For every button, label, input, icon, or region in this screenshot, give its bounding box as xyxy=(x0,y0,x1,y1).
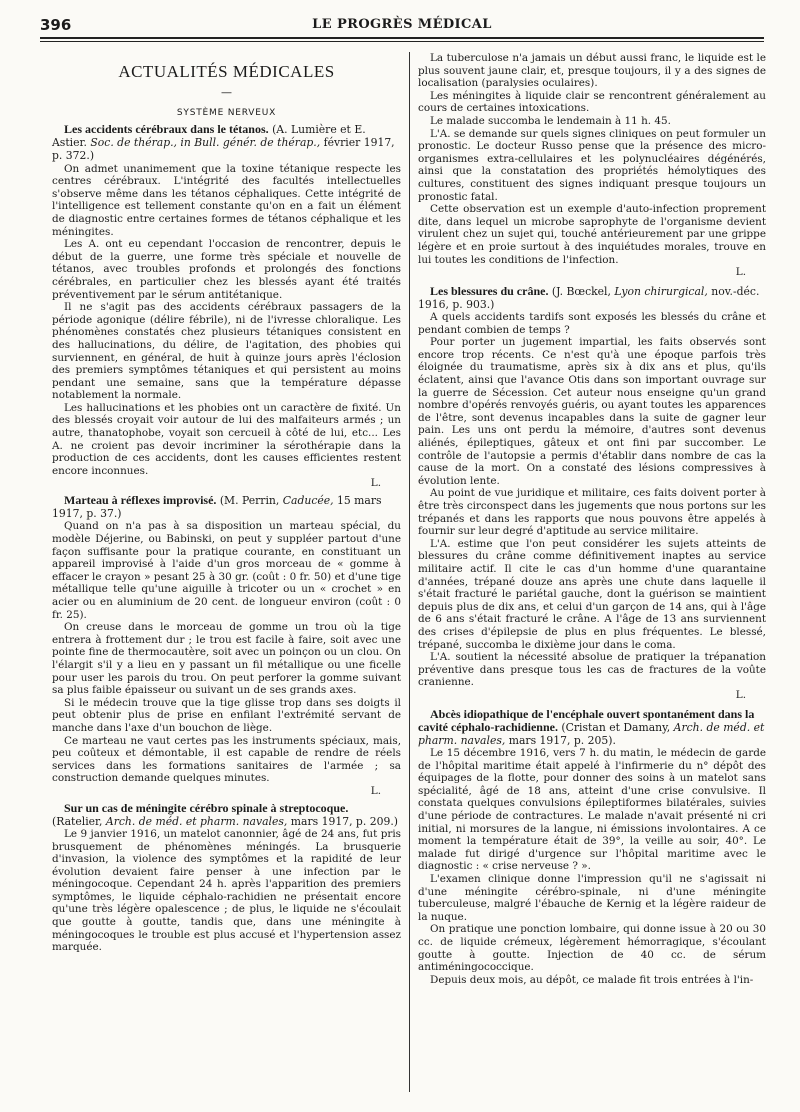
article-signature: L. xyxy=(735,266,746,279)
article-signature: L. xyxy=(370,784,381,797)
article-source: Arch. de méd. et pharm. navales, xyxy=(418,720,765,747)
article-signature: L. xyxy=(735,688,746,701)
article-signature: L. xyxy=(370,477,381,490)
page-header xyxy=(40,16,764,36)
article-abces xyxy=(418,708,766,987)
article-source: Lyon chirurgical, xyxy=(614,284,708,298)
paragraph: On admet unanimement que la toxine tétanique respecte les centres cérébraux. L'intégrité des facultés intellectuelles s'observe même dans les tétanos céphaliques. Cette intégrité de l'intelligence est tellement constante qu'on en a fait un élément de diagnostic entre certaines formes de tétanos céphalique et les méningites. xyxy=(52,162,401,238)
paragraph: L'A. soutient la nécessité absolue de pratiquer la trépanation préventive dans presque tous les cas de fractures de la voûte cranienne. xyxy=(418,651,766,689)
article-meningite xyxy=(52,802,401,954)
right-column xyxy=(418,52,766,986)
article-marteau xyxy=(52,494,401,797)
paragraph: Il ne s'agit pas des accidents cérébraux passagers de la période agonique (délire fébrile), ni de l'ivresse chloralique. Les phénomènes constatés chez plusieurs tétaniques consistent en des hallucinations, du délire, de l'agitation, des phobies qui surviennent, en général, de huit à quinze jours après l'éclosion des premiers symptômes tétaniques et qui persistent au moins pendant une semaine, sans que la température dépasse notablement la normale. xyxy=(52,301,401,402)
article-heading xyxy=(52,802,401,828)
paragraph: La tuberculose n'a jamais un début aussi franc, le liquide est le plus souvent jaune clair, et, presque toujours, il y a des signes de localisation (paralysies oculaires). xyxy=(418,52,766,90)
article-tetanos xyxy=(52,123,401,490)
article-title: Les blessures du crâne. xyxy=(430,283,549,298)
paragraph: A quels accidents tardifs sont exposés les blessés du crâne et pendant combien de temps ? xyxy=(418,311,766,336)
paragraph: Le malade succomba le lendemain à 11 h. 45. xyxy=(430,114,671,127)
paragraph: Les hallucinations et les phobies ont un caractère de fixité. Un des blessés croyait voir autour de lui des malfaiteurs armés ; un autre, thanatophobe, voyait son cercueil à côté de lui, etc... Les A. ne croient pas devoir incriminer la sérothérapie dans la production de ces accidents, dont les causes efficientes restent encore inconnues. xyxy=(52,401,401,477)
paragraph: Les méningites à liquide clair se rencontrent généralement au cours de certaines intoxications. xyxy=(418,89,766,115)
paragraph: Quand on n'a pas à sa disposition un marteau spécial, du modèle Déjerine, ou Babinski, on peut y suppléer partout d'une façon suffisante pour la pratique courante, en constituant un appareil improvisé à l'aide d'un gros morceau de « gomme à effacer le crayon » pesant 25 à 30 gr. (coût : 0 fr. 50) et d'une tige métallique telle qu'une aiguille à tricoter ou un « crochet » en acier ou en aluminium de 20 cent. de longueur environ (coût : 0 fr. 25). xyxy=(52,520,401,621)
paragraph: Le 9 janvier 1916, un matelot canonnier, âgé de 24 ans, fut pris brusquement de phénomènes méningés. La brusquerie d'invasion, la violence des symptômes et la rapidité de leur évolution devaient faire penser à une infection par le méningocoque. Cependant 24 h. après l'apparition des premiers symptômes, le liquide céphalo-rachidien ne présentait encore qu'une très légère opalescence ; de plus, le liquide ne s'écoulait que goutte à goutte, tandis que, dans une méningite à méningocoques le trouble est plus accusé et l'hypertension assez marquée. xyxy=(52,827,401,954)
section-title: ACTUALITÉS MÉDICALES xyxy=(118,62,335,81)
paragraph: Les A. ont eu cependant l'occasion de rencontrer, depuis le début de la guerre, une forme très spéciale et nouvelle de tétanos, avec troubles profonds et prolongés des fonctions cérébrales, en particulier chez les blessés ayant été traités préventivement par le sérum antitétanique. xyxy=(52,238,401,301)
paragraph: L'examen clinique donne l'impression qu'il ne s'agissait ni d'une méningite cérébro-spinale, ni d'une méningite tuberculeuse, malgré l'ébauche de Kernig et la légère raideur de la nuque. xyxy=(418,873,766,923)
article-source: Arch. de méd. et pharm. navales, xyxy=(105,814,288,828)
paragraph: Au point de vue juridique et militaire, ces faits doivent porter à être très circonspect dans les jugements que nous portons sur les trépanés et dans les rapports que nous pouvons être appelés à fournir sur leur degré d'aptitude au service militaire. xyxy=(418,487,766,538)
article-heading xyxy=(52,123,401,163)
paragraph: On creuse dans le morceau de gomme un trou où la tige entrera à frottement dur ; le trou est facile à faire, soit avec une pointe fine de thermocautère, soit avec un poinçon ou un clou. On l'élargit s'il y a lieu en y passant un fil métallique ou une ficelle pour user les parois du trou. On peut perforer la gomme suivant sa plus faible épaisseur ou suivant un de ses grands axes. xyxy=(52,621,401,697)
paragraph: Ce marteau ne vaut certes pas les instruments spéciaux, mais, peu coûteux et démontable, il est capable de rendre de réels services dans les formations sanitaires de l'armée ; sa construction demande quelques minutes. xyxy=(52,734,401,785)
page-number: 396 xyxy=(40,16,72,34)
paragraph: Depuis deux mois, au dépôt, ce malade fit trois entrées à l'in- xyxy=(430,973,754,986)
article-byline: (M. Perrin, xyxy=(219,494,280,508)
paragraph: Pour porter un jugement impartial, les faits observés sont encore trop récents. Ce n'est qu'à une époque parfois très éloignée du traumatisme, après six à dix ans et plus, qu'ils éclatent, ainsi que l'avance Otis dans son important ouvrage sur la guerre de Sécession. Cet auteur nous enseigne qu'un grand nombre d'opérés renvoyés guéris, ou ayant toutes les apparences de l'être, sont devenus incapables dans la suite de gagner leur pain. Les uns ont perdu la mémoire, d'autres sont devenus aliénés, épileptiques, gâteux et ont fini par succomber. Le contrôle de l'autopsie a permis d'établir dans nombre de cas la cause de la mort. On a constaté des lésions compressives à évolution lente. xyxy=(418,336,766,487)
article-title: Marteau à réflexes improvisé. xyxy=(64,493,217,508)
title-dash: — xyxy=(221,86,232,99)
paragraph: L'A. se demande sur quels signes cliniques on peut formuler un pronostic. Le docteur Russo pense que la présence des micro-organismes extra-cellulaires et les polynucléaires dégénérés, ainsi que la constatation des propriétés hémolytiques des cultures, constituent des signes indiquant presque toujours un pronostic fatal. xyxy=(418,127,766,203)
article-date: nov.-déc. 1916, p. 903.) xyxy=(418,284,760,311)
paragraph: Cette observation est un exemple d'auto-infection proprement dite, dans lequel un microbe saprophyte de l'organisme devient virulent chez un sujet qui, touché antérieurement par une grippe légère et en proie surtout à des inquiétudes morales, trouve en lui toutes les conditions de l'infection. xyxy=(418,203,766,266)
left-column xyxy=(52,52,401,954)
article-byline: (Cristan et Damany, xyxy=(561,720,671,734)
column-divider xyxy=(409,52,410,1092)
paragraph: Si le médecin trouve que la tige glisse trop dans ses doigts il peut obtenir plus de prise en enfilant l'extrémité servant de manche dans l'axe d'un bouchon de liège. xyxy=(52,696,401,734)
article-title: Abcès idiopathique de l'encéphale ouvert spontanément dans la cavité céphalo-rachidienne. xyxy=(418,706,755,734)
article-byline: (A. Lumière et E. Astier. xyxy=(52,123,366,150)
paragraph: Le 15 décembre 1916, vers 7 h. du matin, le médecin de garde de l'hôpital maritime était appelé à l'infirmerie du n° dépôt des équipages de la flotte, pour donner des soins à un matelot sans spécialité, âgé de 18 ans, atteint d'une crise convulsive. Il constata quelques convulsions épileptiformes bilatérales, suivies d'une période de contractures. Le malade n'avait présenté ni cri initial, ni morsures de la langue, ni émissions involontaires. A ce moment la température était de 39°, la veille au soir, 40°. Le malade fut dirigé d'urgence sur l'hôpital maritime avec le diagnostic : « crise nerveuse ? ». xyxy=(418,747,766,873)
article-title: Sur un cas de méningite cérébro spinale à streptocoque. xyxy=(64,800,349,815)
article-date: février 1917, p. 372.) xyxy=(52,136,395,163)
article-title: Les accidents cérébraux dans le tétanos. xyxy=(64,122,269,136)
article-meningite-continued xyxy=(418,52,766,279)
subsection-title: SYSTÈME NERVEUX xyxy=(176,108,277,118)
journal-title: LE PROGRÈS MÉDICAL xyxy=(312,17,492,32)
article-heading xyxy=(418,285,766,311)
article-date: mars 1917, p. 209.) xyxy=(290,814,398,828)
article-heading xyxy=(52,494,401,520)
article-heading xyxy=(418,708,766,748)
header-rule xyxy=(40,37,764,42)
article-crane xyxy=(418,285,766,702)
article-date: mars 1917, p. 205). xyxy=(508,733,616,747)
paragraph: On pratique une ponction lombaire, qui donne issue à 20 ou 30 cc. de liquide crémeux, légèrement hémorragique, s'écoulant goutte à goutte. Injection de 40 cc. de sérum antiméningococcique. xyxy=(418,923,766,974)
article-source: Caducée, xyxy=(282,494,334,508)
article-byline: (J. Bœckel, xyxy=(551,284,611,298)
article-date: 15 mars 1917, p. 37.) xyxy=(52,494,382,521)
article-byline: (Ratelier, xyxy=(52,814,103,828)
article-source: Soc. de thérap., in Bull. génér. de thérap., xyxy=(90,136,321,150)
paragraph: L'A. estime que l'on peut considérer les sujets atteints de blessures du crâne comme définitivement inaptes au service militaire actif. Il cite le cas d'un homme d'une quarantaine d'années, trépané douze ans après une chute dans laquelle il s'était fracturé le pariétal gauche, dont la guérison se maintient depuis plus de dix ans, et celui d'un garçon de 14 ans, qui à l'âge de 6 ans s'était fracturé le crâne. A l'âge de 13 ans surviennent des crises d'épilepsie de plus en plus fréquentes. Le blessé, trépané, succomba le dixième jour dans le coma. xyxy=(418,537,766,651)
